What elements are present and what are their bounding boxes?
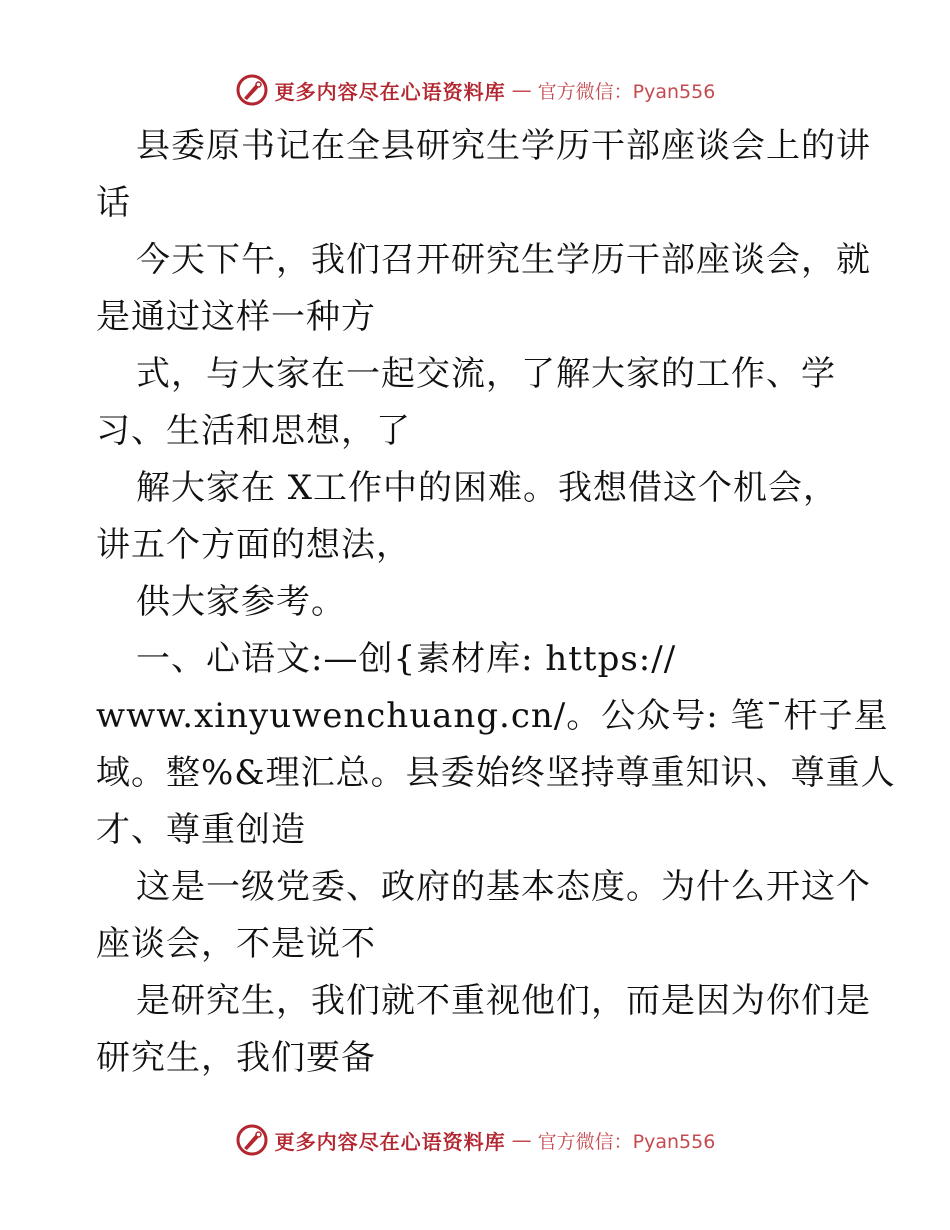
banner-contact: 官方微信：Pyan556: [537, 1130, 716, 1153]
text-line: 习、生活和思想，了: [96, 411, 411, 451]
text-line: 话: [96, 183, 131, 223]
text-line: 县委原书记在全县研究生学历干部座谈会上的讲: [136, 126, 871, 166]
text-line: 解大家在 X工作中的困难。我想借这个机会，: [136, 468, 839, 508]
pen-circle-logo-icon: [235, 1123, 269, 1157]
text-line: 供大家参考。: [136, 582, 346, 622]
text-line: 式，与大家在一起交流，了解大家的工作、学: [136, 354, 836, 394]
text-line: 域。整%&理汇总。县委始终坚持尊重知识、尊重人: [96, 753, 896, 793]
text-line: 今天下午，我们召开研究生学历干部座谈会，就: [136, 240, 871, 280]
banner-title: 更多内容尽在心语资料库: [274, 1129, 506, 1154]
text-line: 这是一级党委、政府的基本态度。为什么开这个: [136, 867, 871, 907]
text-line: 是通过这样一种方: [96, 297, 376, 337]
text-line: 讲五个方面的想法，: [96, 525, 411, 565]
banner-separator: —: [511, 78, 532, 102]
banner-separator: —: [511, 1128, 532, 1152]
banner-title: 更多内容尽在心语资料库: [274, 79, 506, 104]
header-watermark-banner: [0, 70, 950, 110]
banner-contact: 官方微信：Pyan556: [537, 80, 716, 103]
pen-circle-logo-icon: [235, 73, 269, 107]
text-line: www.xinyuwenchuang.cn/。公众号: 笔¯杆子星: [96, 696, 889, 736]
text-line: 座谈会，不是说不: [96, 924, 376, 964]
footer-watermark-banner: [0, 1120, 950, 1160]
text-line: 一、心语文:—创{素材库: https://: [136, 639, 677, 679]
text-line: 才、尊重创造: [96, 810, 306, 850]
text-line: 研究生，我们要备: [96, 1038, 376, 1078]
document-body: [96, 118, 896, 1087]
text-line: 是研究生，我们就不重视他们，而是因为你们是: [136, 981, 871, 1021]
